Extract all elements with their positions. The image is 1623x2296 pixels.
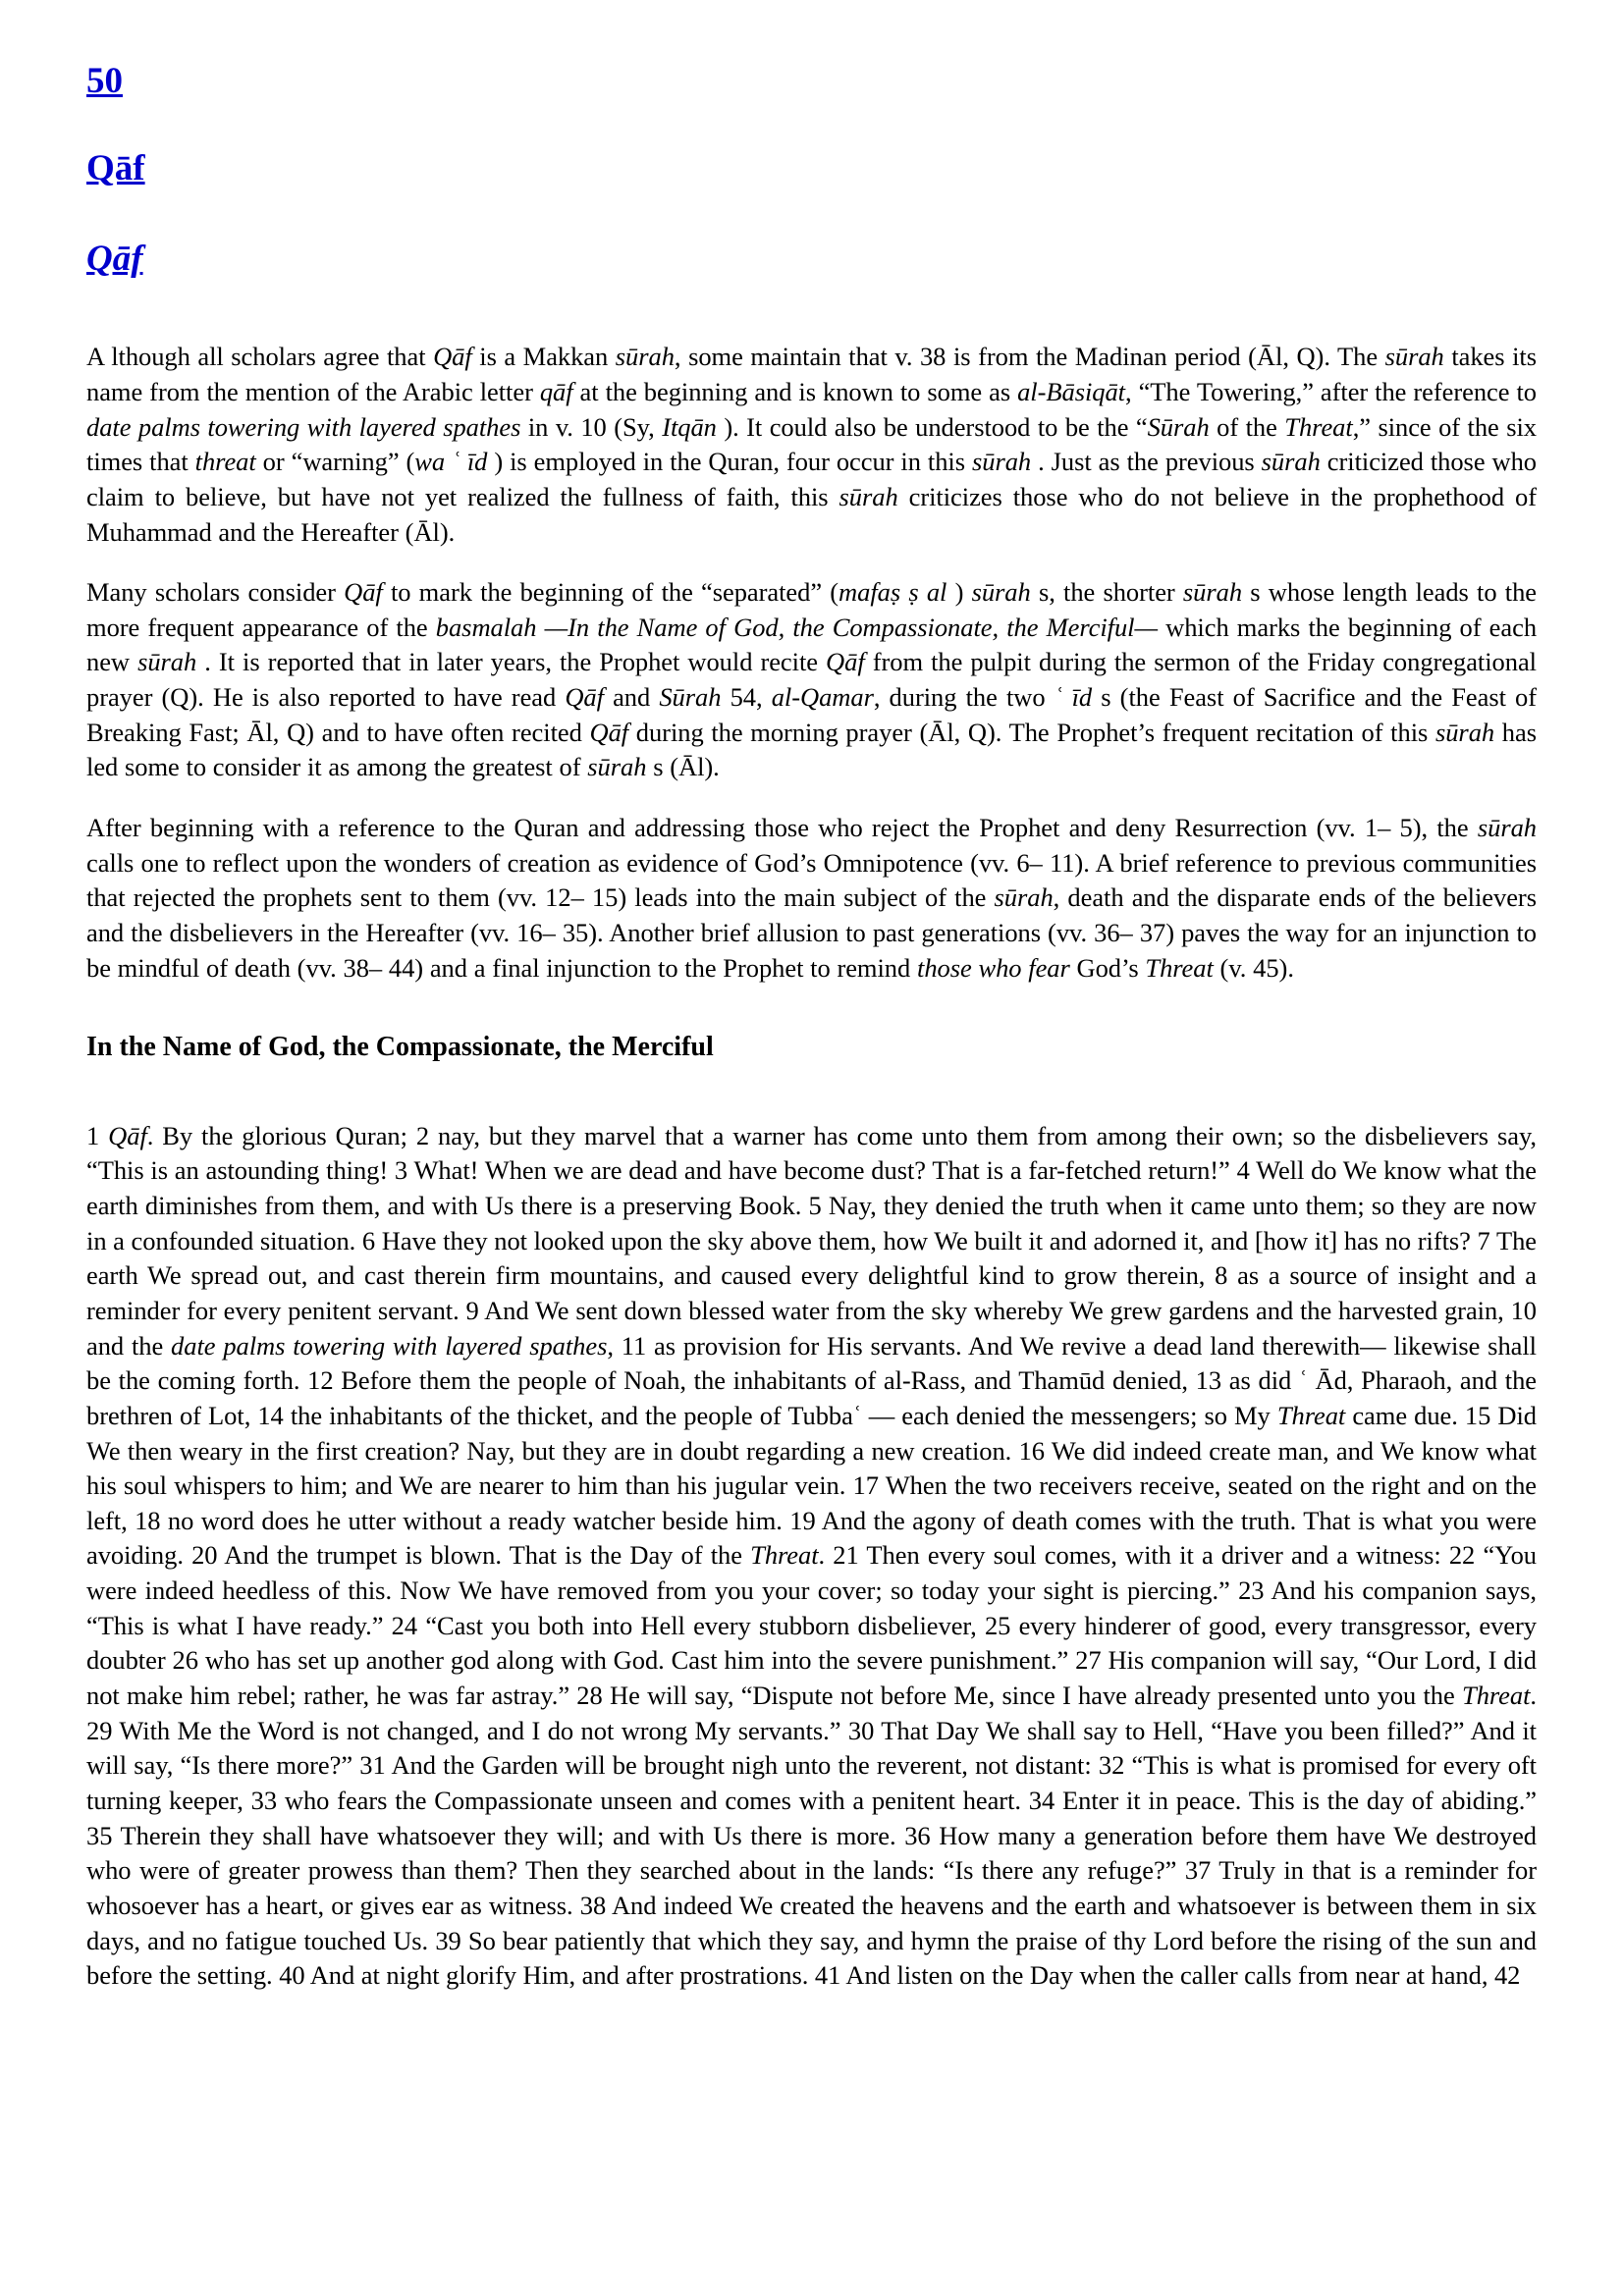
surah-number-heading[interactable]: 50 bbox=[86, 61, 123, 101]
surah-name-heading[interactable]: Qāf bbox=[86, 148, 145, 189]
intro-paragraph-2 bbox=[86, 575, 1537, 785]
intro-paragraph-3 bbox=[86, 811, 1537, 986]
paragraph-2-text: Many scholars consider Qāf to mark the beginning of the “separated” (mafaṣ ṣ al ) sūrah s, the shorter sūrah s whose length leads to the more frequent appearance of the basmalah —In the Name of God, the Compassionate, the Merciful— which marks the beginning of each new sūrah . It is reported that in later years, the Prophet would recite Qāf from the pulpit during the sermon of the Friday congregational prayer (Q). He is also reported to have read Qāf and Sūrah 54, al-Qamar, during the two ʿ īd s (the Feast of Sacrifice and the Feast of Breaking Fast; Āl, Q) and to have often recited Qāf during the morning prayer (Āl, Q). The Prophet’s frequent recitation of this sūrah has led some to consider it as among the greatest of sūrah s (Āl). bbox=[86, 577, 1538, 782]
surah-name-italic-heading[interactable]: Qāf bbox=[86, 238, 143, 279]
intro-paragraph-1 bbox=[86, 340, 1537, 550]
basmalah-heading: In the Name of God, the Compassionate, the Merciful bbox=[86, 1032, 714, 1063]
verses-text: 1 Qāf. By the glorious Quran; 2 nay, but they marvel that a warner has come unto them from among their own; so the disbelievers say, “This is an astounding thing! 3 What! When we are dead and have become dust? That is a far-fetched return!” 4 Well do We know what the earth diminishes from them, and with Us there is a preserving Book. 5 Nay, they denied the truth when it came unto them; so they are now in a confounded situation. 6 Have they not looked upon the sky above them, how We built it and adorned it, and [how it] has no rifts? 7 The earth We spread out, and cast therein firm mountains, and caused every delightful kind to grow therein, 8 as a source of insight and a reminder for every penitent servant. 9 And We sent down blessed water from the sky whereby We grew gardens and the harvested grain, 10 and the date palms towering with layered spathes, 11 as provision for His servants. And We revive a dead land therewith— likewise shall be the coming forth. 12 Before them the people of Noah, the inhabitants of al-Rass, and Thamūd denied, 13 as did ʿ Ād, Pharaoh, and the brethren of Lot, 14 the inhabitants of the thicket, and the people of Tubbaʿ — each denied the messengers; so My Threat came due. 15 Did We then weary in the first creation? Nay, but they are in doubt regarding a new creation. 16 We did indeed create man, and We know what his soul whispers to him; and We are nearer to him than his jugular vein. 17 When the two receivers receive, seated on the right and on the left, 18 no word does he utter without a ready watcher beside him. 19 And the agony of death comes with the truth. That is what you were avoiding. 20 And the trumpet is blown. That is the Day of the Threat. 21 Then every soul comes, with it a driver and a witness: 22 “You were indeed heedless of this. Now We have removed from you your cover; so today your sight is piercing.” 23 And his companion says, “This is what I have ready.” 24 “Cast you both into Hell every stubborn disbeliever, 25 every hinderer of good, every transgressor, every doubter 26 who has set up another god along with God. Cast him into the severe punishment.” 27 His companion will say, “Our Lord, I did not make him rebel; rather, he was far astray.” 28 He will say, “Dispute not before Me, since I have already presented unto you the Threat. 29 With Me the Word is not changed, and I do not wrong My servants.” 30 That Day We shall say to Hell, “Have you been filled?” And it will say, “Is there more?” 31 And the Garden will be brought nigh unto the reverent, not distant: 32 “This is what is promised for every oft turning keeper, 33 who fears the Compassionate unseen and comes with a penitent heart. 34 Enter it in peace. This is the day of abiding.” 35 Therein they shall have whatsoever they will; and with Us there is more. 36 How many a generation before them have We destroyed who were of greater prowess than them? Then they searched about in the lands: “Is there any refuge?” 37 Truly in that is a reminder for whosoever has a heart, or gives ear as witness. 38 And indeed We created the heavens and the earth and whatsoever is between them in six days, and no fatigue touched Us. 39 So bear patiently that which they say, and hymn the praise of thy Lord before the rising of the sun and before the setting. 40 And at night glorify Him, and after prostrations. 41 And listen on the Day when the caller calls from near at hand, 42 bbox=[86, 1120, 1538, 1991]
paragraph-1-text: A lthough all scholars agree that Qāf is a Makkan sūrah, some maintain that v. 38 is from the Madinan period (Āl, Q). The sūrah takes its name from the mention of the Arabic letter qāf at the beginning and is known to some as al-Bāsiqāt, “The Towering,” after the reference to date palms towering with layered spathes in v. 10 (Sy, Itqān ). It could also be understood to be the “Sūrah of the Threat,” since of the six times that threat or “warning” (wa ʿ īd ) is employed in the Quran, four occur in this sūrah . Just as the previous sūrah criticized those who claim to believe, but have not yet realized the fullness of faith, this sūrah criticizes those who do not believe in the prophethood of Muhammad and the Hereafter (Āl). bbox=[86, 342, 1538, 547]
paragraph-3-text: After beginning with a reference to the Quran and addressing those who reject the Prophet and deny Resurrection (vv. 1– 5), the sūrah calls one to reflect upon the wonders of creation as evidence of God’s Omnipotence (vv. 6– 11). A brief reference to previous communities that rejected the prophets sent to them (vv. 12– 15) leads into the main subject of the sūrah, death and the disparate ends of the believers and the disbelievers in the Hereafter (vv. 16– 35). Another brief allusion to past generations (vv. 36– 37) paves the way for an injunction to be mindful of death (vv. 38– 44) and a final injunction to the Prophet to remind those who fear God’s Threat (v. 45). bbox=[86, 813, 1537, 983]
verses-paragraph bbox=[86, 1119, 1537, 1994]
